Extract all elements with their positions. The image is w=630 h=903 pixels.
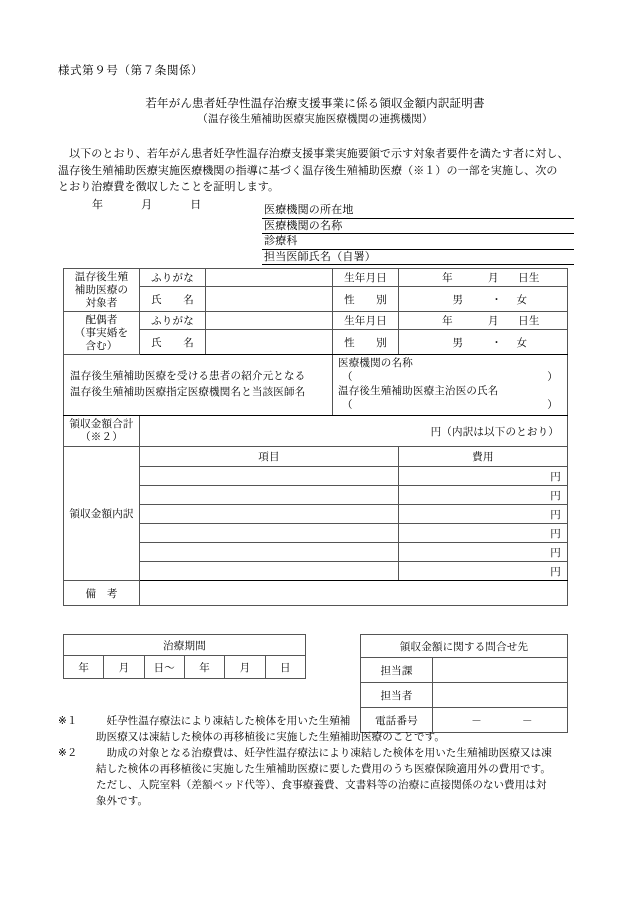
table-row-breakdown-header [64, 447, 568, 467]
period-header-row [64, 635, 306, 656]
breakdown-cost-unit: 円 [550, 471, 561, 483]
table-row-remarks [64, 581, 568, 606]
breakdown-cost-unit: 円 [550, 566, 561, 578]
remarks-label: 備 考 [64, 581, 140, 606]
document-title: 若年がん患者妊孕性温存治療支援事業に係る領収金額内訳証明書 [145, 98, 485, 110]
period-header: 治療期間 [64, 635, 306, 656]
spouse-gender-male[interactable]: 男 [452, 337, 464, 349]
intro-line-1: 以下のとおり、若年がん患者妊孕性温存治療支援事業実施要領で示す対象者要件を満たす者に対し、 [58, 148, 569, 160]
subject-row-label [64, 269, 140, 312]
breakdown-cost-unit: 円 [550, 509, 561, 521]
footnote-2 [58, 746, 580, 810]
footnote-1-marker: ※１ [58, 716, 78, 727]
contact-phone-label: 電話番号 [361, 708, 433, 733]
intro-line-2: 温存後生殖補助医療実施医療機関の指導に基づく温存後生殖補助医療（※１）の一部を実施し、次の [58, 164, 558, 177]
referral-doctor-name-paren-open: （ [342, 400, 353, 411]
form-number: 様式第９号（第７条関係） [58, 65, 204, 77]
footnote-1-body [96, 714, 580, 746]
contact-department-value[interactable] [433, 658, 568, 683]
subject-label-line-1: 温存後生殖 [74, 271, 129, 283]
subject-label-line-3: 対象者 [85, 297, 118, 309]
breakdown-col-item-header: 項目 [140, 447, 399, 467]
table-row [64, 562, 568, 581]
breakdown-item-value[interactable] [140, 486, 399, 505]
referral-inst-name-label: 医療機関の名称 [338, 358, 413, 369]
table-row [64, 524, 568, 543]
spouse-birth-month: 月 [487, 316, 499, 327]
breakdown-cost-value[interactable] [399, 486, 568, 505]
institution-name-line[interactable]: 医療機関の名称 [262, 219, 574, 235]
subject-birth-day: 日生 [518, 273, 540, 284]
subject-gender-male[interactable]: 男 [452, 294, 464, 306]
table-row-total [64, 416, 568, 447]
period-to-year[interactable]: 年 [184, 656, 224, 679]
spouse-birth-value[interactable] [399, 312, 568, 330]
spouse-furigana-label: ふりがな [140, 312, 206, 330]
period-to-month[interactable]: 月 [225, 656, 265, 679]
breakdown-item-value[interactable] [140, 562, 399, 581]
institution-department-line[interactable]: 診療科 [262, 234, 574, 250]
institution-doctor-line[interactable]: 担当医師氏名（自署） [262, 250, 574, 266]
referral-label [64, 355, 333, 416]
main-form-table [63, 268, 568, 606]
subject-birth-month: 月 [487, 273, 499, 284]
subject-label-line-2: 補助医療の [74, 284, 129, 296]
spouse-label-line-3: 含む） [85, 340, 118, 352]
total-unit-note: 円（内訳は以下のとおり） [430, 426, 559, 438]
spouse-label-line-2: （事実婚を [74, 327, 129, 339]
footnote-2-body [96, 746, 580, 810]
footnote-2-line-4: 象外です。 [96, 796, 149, 807]
subject-gender-separator: ・ [491, 294, 502, 306]
contact-header-row [361, 635, 568, 658]
spouse-gender-separator: ・ [491, 337, 502, 349]
referral-values [333, 355, 568, 416]
spouse-furigana-value[interactable] [206, 312, 333, 330]
spouse-name-label: 氏 名 [140, 330, 206, 355]
treatment-period-table [63, 634, 306, 679]
breakdown-side-label: 領収金額内訳 [64, 447, 140, 581]
breakdown-cost-value[interactable] [399, 524, 568, 543]
period-from-month[interactable]: 月 [104, 656, 144, 679]
spouse-row-label [64, 312, 140, 355]
footnote-2-line-2: 結した検体の再移植後に実施した生殖補助医療に要した費用のうち医療保険適用外の費用です。 [96, 764, 551, 775]
contact-department-label: 担当課 [361, 658, 433, 683]
referral-inst-name-field[interactable] [338, 371, 562, 385]
spouse-name-value[interactable] [206, 330, 333, 355]
subject-furigana-value[interactable] [206, 269, 333, 287]
referral-label-line-1: 温存後生殖補助医療を受ける患者の紹介元となる [70, 371, 306, 382]
breakdown-cost-value[interactable] [399, 505, 568, 524]
period-from-year[interactable]: 年 [64, 656, 104, 679]
phone-dash-1: － [471, 715, 482, 727]
table-row [64, 467, 568, 486]
spouse-label-line-1: 配偶者 [85, 314, 118, 326]
referral-label-line-2: 温存後生殖補助医療指定医療機関名と当該医師名 [70, 387, 306, 398]
spouse-birth-label: 生年月日 [333, 312, 399, 330]
referral-doctor-name-label: 温存後生殖補助医療主治医の氏名 [338, 386, 499, 397]
footnote-2-line-1: 助成の対象となる治療費は、妊孕性温存療法により凍結した検体を用いた生殖補助医療又は凍 [96, 748, 552, 759]
spouse-birth-day: 日生 [518, 316, 540, 327]
referral-inst-name-paren-close: ） [547, 372, 558, 383]
table-row [64, 486, 568, 505]
breakdown-item-value[interactable] [140, 543, 399, 562]
total-label-line-2: （※２） [80, 432, 123, 443]
referral-doctor-name-paren-close: ） [547, 400, 558, 411]
table-row [361, 683, 568, 708]
table-row [361, 658, 568, 683]
contact-person-value[interactable] [433, 683, 568, 708]
institution-info-block [262, 203, 574, 265]
footnote-1 [58, 714, 580, 746]
document-subtitle: （温存後生殖補助医療実施医療機関の連携機関） [197, 114, 433, 125]
subject-gender-female[interactable]: 女 [516, 294, 528, 306]
table-row-spouse-name [64, 330, 568, 355]
intro-line-3: とおり治療費を徴収したことを証明します。 [58, 181, 280, 193]
total-value-cell[interactable] [140, 416, 568, 447]
period-from-day[interactable]: 日～ [144, 656, 184, 679]
footnotes [58, 714, 580, 810]
issue-date-month[interactable]: 月 [141, 199, 153, 211]
total-label [64, 416, 140, 447]
footnote-1-line-1: 妊孕性温存療法により凍結した検体を用いた生殖補 [96, 716, 351, 727]
breakdown-cost-value[interactable] [399, 467, 568, 486]
subject-birth-year: 年 [442, 273, 453, 284]
breakdown-cost-value[interactable] [399, 562, 568, 581]
footnote-2-marker: ※２ [58, 748, 78, 759]
table-row-spouse-furigana [64, 312, 568, 330]
breakdown-cost-value[interactable] [399, 543, 568, 562]
spouse-gender-value[interactable] [399, 330, 568, 355]
institution-address-line[interactable]: 医療機関の所在地 [262, 203, 574, 219]
spouse-birth-year: 年 [442, 316, 453, 327]
subject-birth-value[interactable] [399, 269, 568, 287]
subject-birth-label: 生年月日 [333, 269, 399, 287]
footnote-2-line-3: ただし、入院室料（差額ベッド代等）、食事療養費、文書料等の治療に直接関係のない費用は対 [96, 780, 547, 791]
issue-date-year[interactable]: 年 [92, 199, 104, 211]
issue-date-line [92, 196, 201, 212]
breakdown-cost-unit: 円 [550, 490, 561, 502]
total-label-line-1: 領収金額合計 [69, 419, 134, 430]
contact-header: 領収金額に関する問合せ先 [361, 635, 568, 658]
footnote-1-line-2: 助医療又は凍結した検体の再移植後に実施した生殖補助医療のことです。 [96, 732, 445, 743]
table-row-subject-name [64, 287, 568, 312]
subject-furigana-label: ふりがな [140, 269, 206, 287]
breakdown-item-value[interactable] [140, 505, 399, 524]
issue-date-day[interactable]: 日 [190, 199, 202, 211]
breakdown-item-value[interactable] [140, 524, 399, 543]
subject-name-label: 氏 名 [140, 287, 206, 312]
period-to-day[interactable]: 日 [265, 656, 305, 679]
subject-gender-value[interactable] [399, 287, 568, 312]
spouse-gender-label: 性 別 [333, 330, 399, 355]
phone-dash-2: － [522, 715, 533, 727]
breakdown-cost-unit: 円 [550, 547, 561, 559]
referral-doctor-name-field[interactable] [338, 399, 562, 413]
subject-name-value[interactable] [206, 287, 333, 312]
breakdown-cost-unit: 円 [550, 528, 561, 540]
subject-gender-label: 性 別 [333, 287, 399, 312]
table-row-subject-furigana [64, 269, 568, 287]
remarks-value[interactable] [140, 581, 568, 606]
referral-inst-name-paren-open: （ [342, 372, 353, 383]
table-row [64, 505, 568, 524]
contact-person-label: 担当者 [361, 683, 433, 708]
table-row-referral [64, 355, 568, 416]
spouse-gender-female[interactable]: 女 [516, 337, 528, 349]
table-row [64, 543, 568, 562]
period-value-row [64, 656, 306, 679]
intro-paragraph [58, 146, 578, 196]
breakdown-col-cost-header: 費用 [399, 447, 568, 467]
breakdown-item-value[interactable] [140, 467, 399, 486]
